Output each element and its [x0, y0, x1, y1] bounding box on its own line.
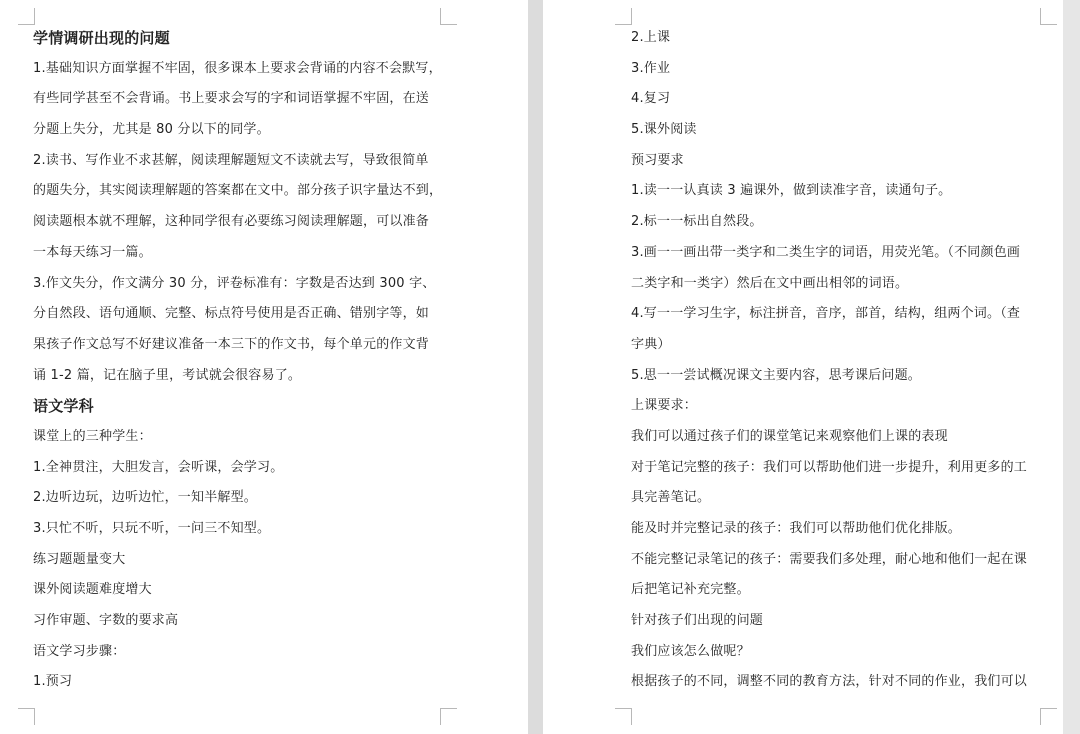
text-line: 二类字和一类字）然后在文中画出相邻的词语。 — [631, 275, 909, 291]
text-line: 2.边听边玩，边听边忙，一知半解型。 — [33, 490, 258, 506]
right-page-text — [631, 23, 1056, 698]
text-line: 预习要求 — [631, 152, 684, 168]
page-gap — [528, 0, 543, 734]
crop-mark-top-left — [615, 8, 632, 25]
crop-mark-bottom-left — [615, 708, 632, 725]
document-page-right — [543, 0, 1063, 734]
crop-mark-bottom-left — [18, 708, 35, 725]
text-line: 字典） — [631, 336, 671, 352]
text-line: 1.预习 — [33, 674, 73, 690]
text-line: 根据孩子的不同，调整不同的教育方法，针对不同的作业，我们可以 — [631, 674, 1028, 690]
section-heading: 语文学科 — [33, 397, 94, 416]
text-line: 5.课外阅读 — [631, 122, 697, 138]
text-line: 1.基础知识方面掌握不牢固，很多课本上要求会背诵的内容不会默写， — [33, 60, 442, 76]
text-line: 不能完整记录笔记的孩子：需要我们多处理，耐心地和他们一起在课 — [631, 551, 1028, 567]
text-line: 1.读一一认真读 3 遍课外，做到读准字音，读通句子。 — [631, 183, 952, 199]
crop-mark-bottom-right — [440, 708, 457, 725]
text-line: 分自然段、语句通顺、完整、标点符号使用是否正确、错别字等，如 — [33, 306, 430, 322]
text-line: 诵 1-2 篇，记在脑子里，考试就会很容易了。 — [33, 367, 302, 383]
text-line: 的题失分，其实阅读理解题的答案都在文中。部分孩子识字量达不到， — [33, 183, 443, 199]
text-line: 2.上课 — [631, 30, 671, 45]
text-line: 有些同学甚至不会背诵。书上要求会写的字和词语掌握不牢固，在送 — [33, 91, 430, 107]
text-line: 练习题题量变大 — [33, 551, 126, 567]
crop-mark-bottom-right — [1040, 708, 1057, 725]
text-line: 语文学习步骤： — [33, 643, 126, 659]
text-line: 课外阅读题难度增大 — [33, 582, 152, 598]
text-line: 针对孩子们出现的问题 — [631, 613, 764, 629]
text-line: 3.画一一画出带一类字和二类生字的词语，用荧光笔。（不同颜色画 — [631, 244, 1021, 260]
right-margin — [1063, 0, 1080, 734]
text-line: 后把笔记补充完整。 — [631, 582, 750, 598]
text-line: 3.作业 — [631, 60, 671, 76]
text-line: 2.标一一标出自然段。 — [631, 214, 763, 230]
text-line: 2.读书、写作业不求甚解，阅读理解题短文不读就去写，导致很简单 — [33, 152, 429, 168]
text-line: 一本每天练习一篇。 — [33, 244, 152, 260]
text-line: 4.复习 — [631, 91, 671, 107]
text-line: 1.全神贯注，大胆发言，会听课，会学习。 — [33, 459, 284, 475]
text-line: 阅读题根本就不理解，这种同学很有必要练习阅读理解题，可以准备 — [33, 214, 430, 230]
text-line: 我们可以通过孩子们的课堂笔记来观察他们上课的表现 — [631, 428, 948, 444]
text-line: 课堂上的三种学生： — [33, 428, 152, 444]
text-line: 3.作文失分，作文满分 30 分，评卷标准有：字数是否达到 300 字、 — [33, 275, 436, 291]
text-line: 我们应该怎么做呢？ — [631, 643, 750, 659]
text-line: 上课要求： — [631, 398, 698, 414]
left-page-text — [33, 23, 458, 698]
text-line: 5.思一一尝试概况课文主要内容，思考课后问题。 — [631, 367, 922, 383]
text-line: 能及时并完整记录的孩子：我们可以帮助他们优化排版。 — [631, 521, 962, 536]
text-line: 果孩子作文总写不好建议准备一本三下的作文书，每个单元的作文背 — [33, 336, 430, 352]
text-line: 习作审题、字数的要求高 — [33, 613, 179, 629]
text-line: 3.只忙不听，只玩不听，一问三不知型。 — [33, 521, 271, 536]
document-page-left — [0, 0, 528, 734]
text-line: 分题上失分，尤其是 80 分以下的同学。 — [33, 122, 270, 138]
text-line: 对于笔记完整的孩子：我们可以帮助他们进一步提升，利用更多的工 — [631, 459, 1028, 475]
section-heading: 学情调研出现的问题 — [33, 29, 170, 47]
text-line: 4.写一一学习生字，标注拼音，音序，部首，结构，组两个词。（查 — [631, 306, 1021, 322]
text-line: 具完善笔记。 — [631, 490, 711, 506]
